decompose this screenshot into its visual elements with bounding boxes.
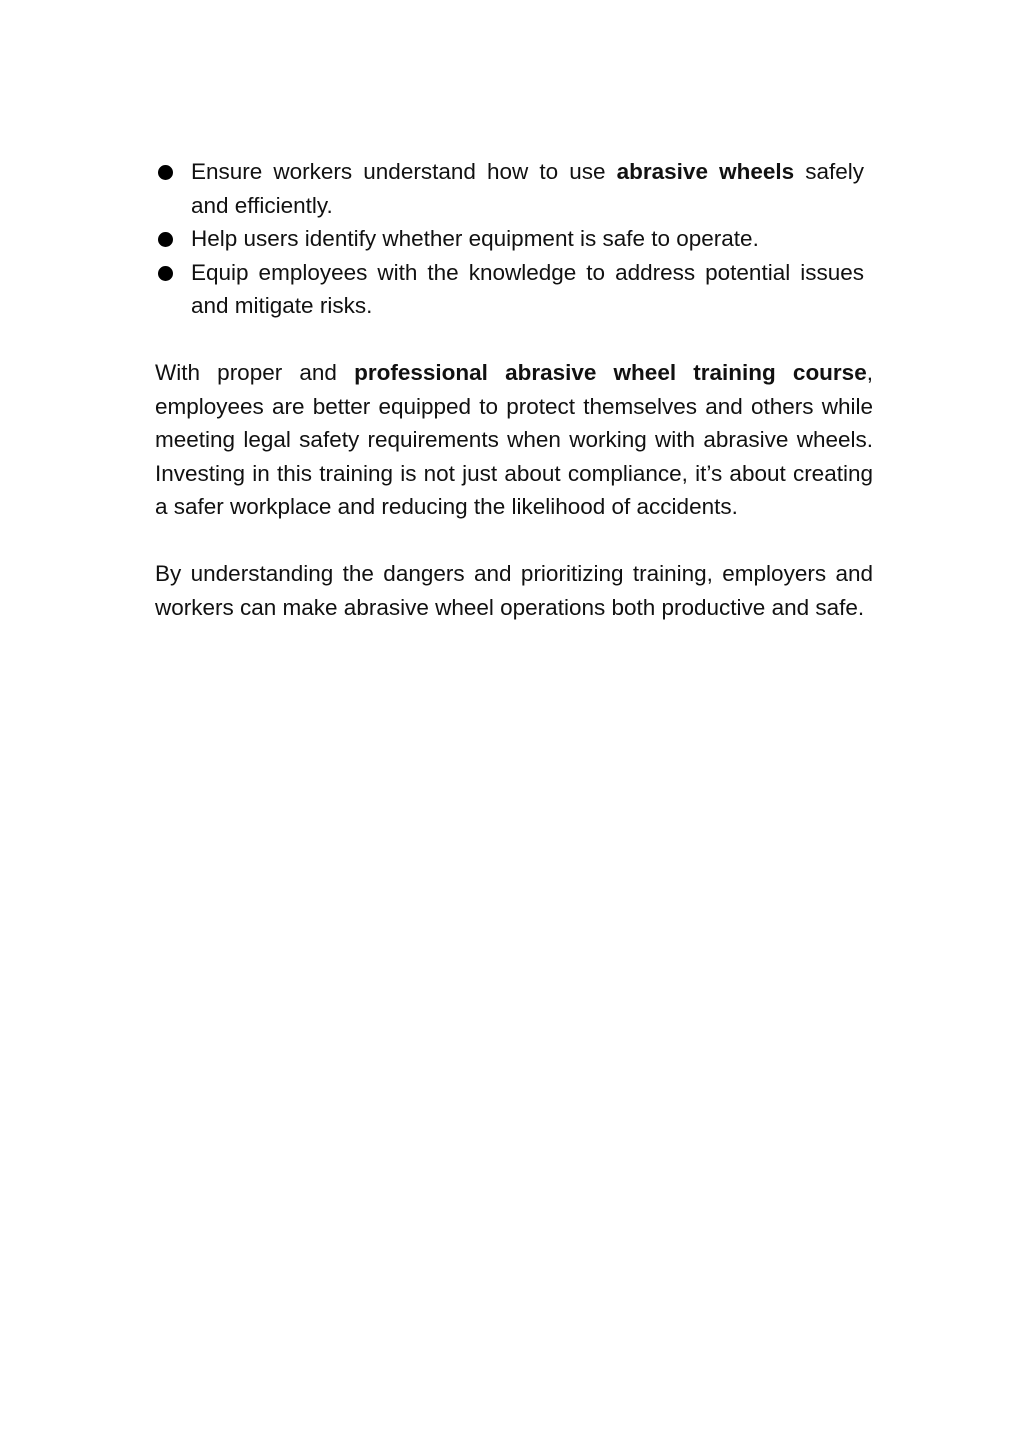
bullet-text: Ensure workers understand how to use [191,159,617,184]
bullet-text: Equip employees with the knowledge to address potential issues and mitigate risks. [191,259,864,318]
bullet-dot-icon [158,232,173,247]
bullet-text: Help users identify whether equipment is safe to operate. [191,226,759,251]
document-body [155,155,873,624]
paragraph-text-continued: , employees are better equipped to protect themselves and others while meeting legal safety requirements when working with abrasive wheels. Investing in this training is not just about compliance, it’s about creating a safer workplace and reducing the likelihood of accidents. [155,360,873,519]
bullet-item-use-wheels [155,155,873,222]
bullet-item-equip-knowledge [155,256,873,323]
bullet-dot-icon [158,165,173,180]
bullet-bold-text: abrasive wheels [616,159,795,184]
bullet-text-continued: safely and efficiently. [191,159,864,218]
paragraph-text: With proper and [155,360,355,385]
bullet-dot-icon [158,266,173,281]
paragraph-training-benefits [155,356,873,524]
bullet-list [155,155,873,323]
paragraph-text: By understanding the dangers and prioritizing training, employers and workers can make abrasive wheel operations both productive and safe. [155,561,873,620]
paragraph-conclusion [155,557,873,624]
bullet-item-identify-safe [155,222,873,256]
paragraph-bold-text: professional abrasive wheel training course [354,360,867,385]
